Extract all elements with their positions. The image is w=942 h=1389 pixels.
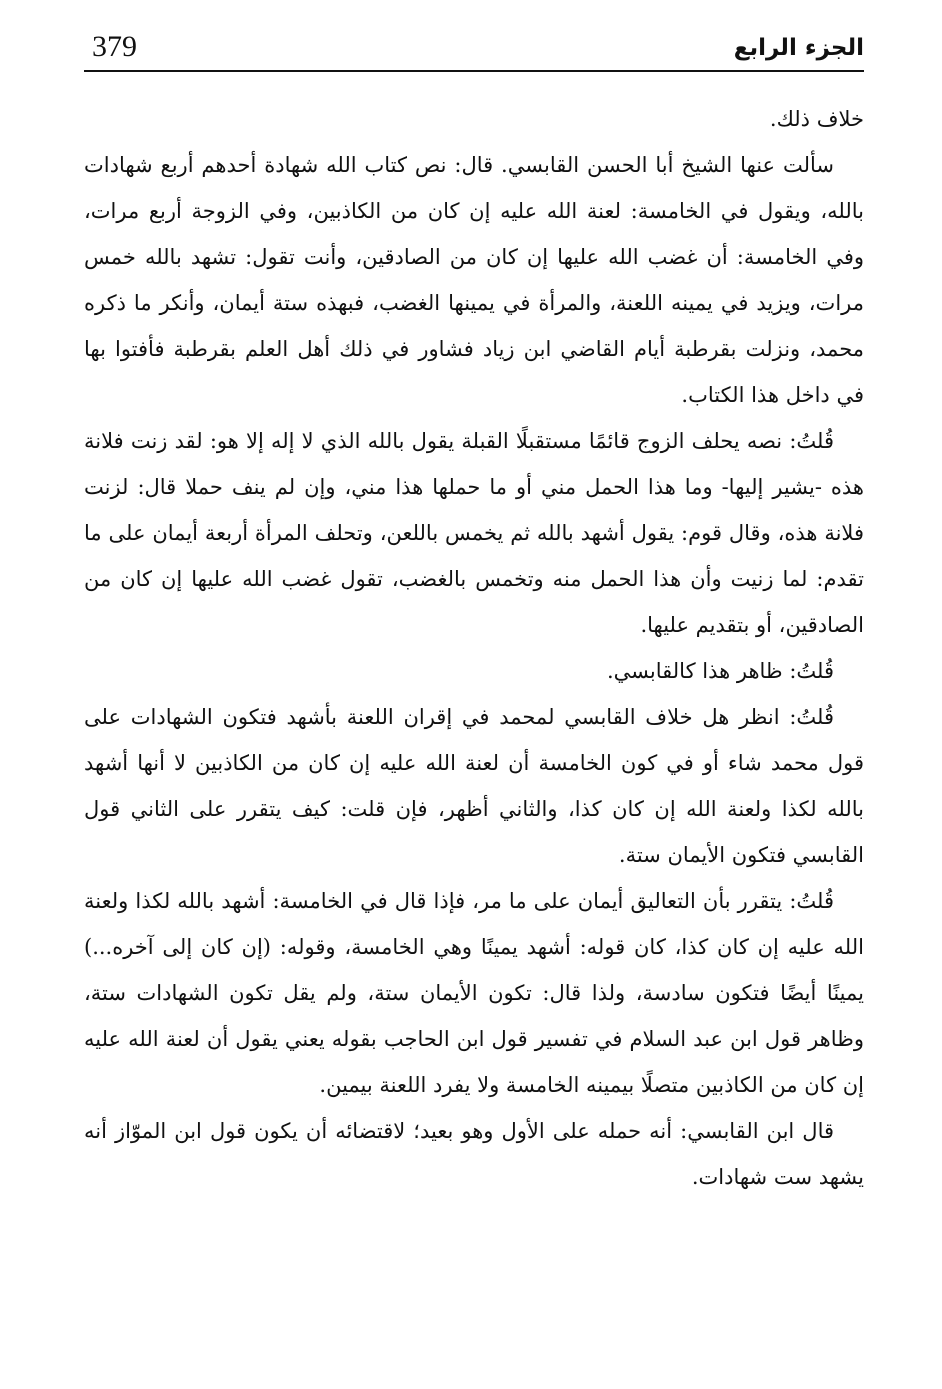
paragraph-text: خلاف ذلك. [769,107,864,131]
paragraph [84,1108,864,1200]
paragraph [84,878,864,1108]
running-title: الجزء الرابع [733,35,864,61]
qult-lead: قُلتُ: [789,429,834,453]
body-text [84,96,864,1200]
page-number: 379 [92,30,137,63]
paragraph-text: يتقرر بأن التعاليق أيمان على ما مر، فإذا قال في الخامسة: أشهد بالله لكذا ولعنة الله عليه إن كان كذا، كان قوله: أشهد يمينًا وهي الخامسة، وقوله: (إن كان إلى آخره...) يمينًا أيضًا فتكون سادسة، ولذا قال: تكون الأيمان ستة، ولم يقل تكون الشهادات ستة، وظاهر قول ابن عبد السلام في تفسير قول ابن الحاجب بقوله يعني يقول أن لعنة الله عليه إن كان من الكاذبين متصلًا بيمينه الخامسة ولا يفرد اللعنة بيمين. [84,889,864,1097]
paragraph [84,418,864,648]
paragraph [84,648,864,694]
paragraph [84,142,864,418]
page-header [84,28,864,72]
paragraph-text: ظاهر هذا كالقابسي. [607,659,790,683]
qult-lead: قُلتُ: [789,705,834,729]
paragraph-text: قال ابن القابسي: أنه حمله على الأول وهو بعيد؛ لاقتضائه أن يكون قول ابن الموّاز أنه يشهد ست شهادات. [84,1119,864,1189]
qult-lead: قُلتُ: [789,889,834,913]
paragraph-text: سألت عنها الشيخ أبا الحسن القابسي. قال: نص كتاب الله شهادة أحدهم أربع شهادات بالله، ويقول في الخامسة: لعنة الله عليه إن كان من الكاذبين، وفي الزوجة أربع مرات، وفي الخامسة: أن غضب الله عليها إن كان من الصادقين، وأنت تقول: تشهد بالله خمس مرات، ويزيد في يمينه اللعنة، والمرأة في يمينها الغضب، فبهذه ستة أيمان، وأنكر ما ذكره محمد، ونزلت بقرطبة أيام القاضي ابن زياد فشاور في ذلك أهل العلم بقرطبة فأفتوا بها في داخل هذا الكتاب. [84,153,865,407]
qult-lead: قُلتُ: [789,659,834,683]
paragraph-text: نصه يحلف الزوج قائمًا مستقبلًا القبلة يقول بالله الذي لا إله إلا هو: لقد زنت فلانة هذه -يشير إليها- وما هذا الحمل مني أو ما حملها هذا مني، وإن لم ينف حملا قال: لزنت فلانة هذه، وقال قوم: يقول أشهد بالله ثم يخمس باللعن، وتحلف المرأة أربعة أيمان على ما تقدم: لما زنيت وأن هذا الحمل منه وتخمس بالغضب، تقول غضب الله عليها إن كان من الصادقين، أو بتقديم عليها. [84,429,864,637]
paragraph [84,694,864,878]
paragraph-text: انظر هل خلاف القابسي لمحمد في إقران اللعنة بأشهد فتكون الشهادات على قول محمد شاء أو في كون الخامسة أن لعنة الله عليه إن كان من الكاذبين لا أنها أشهد بالله لكذا ولعنة الله إن كان كذا، والثاني أظهر، فإن قلت: كيف يتقرر على الثاني قول القابسي فتكون الأيمان ستة. [84,705,864,867]
paragraph [84,96,864,142]
